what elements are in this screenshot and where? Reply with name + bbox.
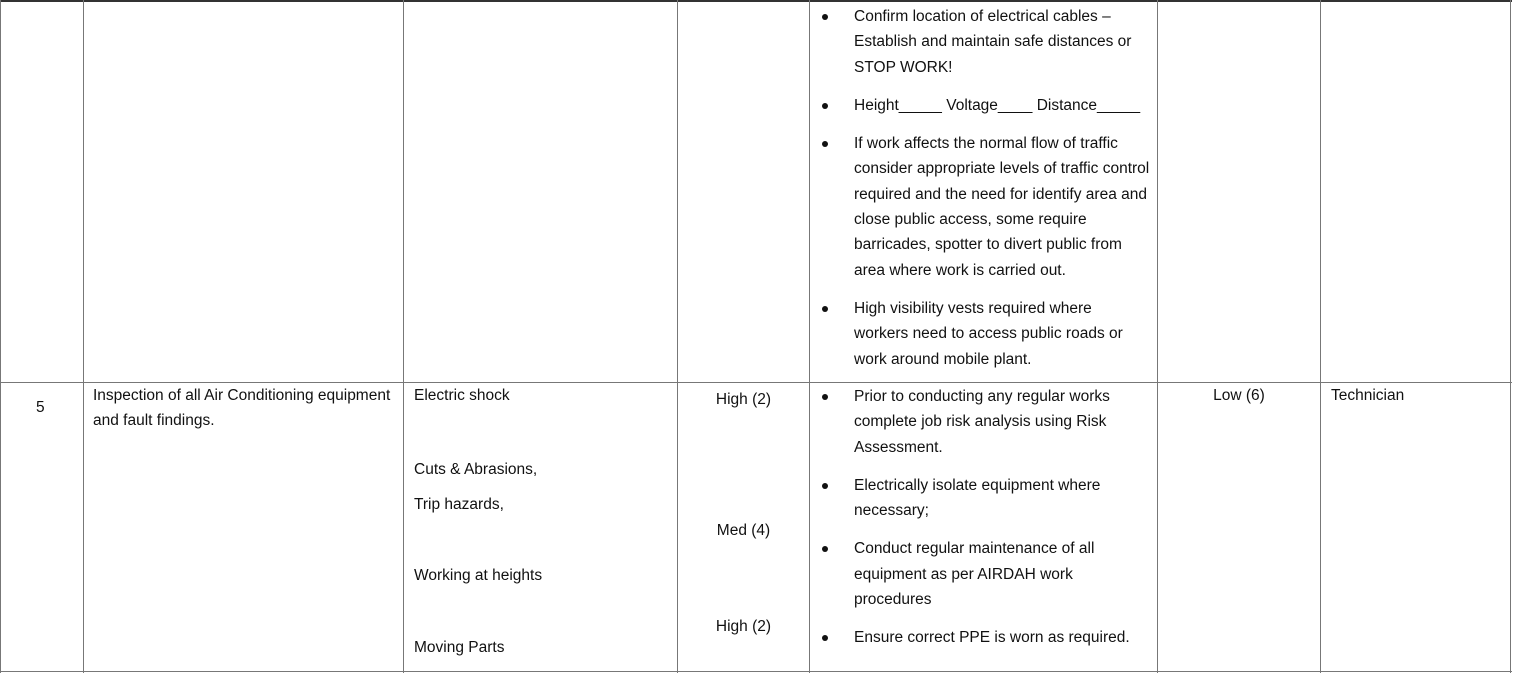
column-border xyxy=(1157,0,1158,673)
hazard-item: Cuts & Abrasions, xyxy=(414,461,538,478)
control-item: If work affects the normal flow of traffic consider appropriate levels of traffic control required and the need for identify area and close public access, some require barricades, spotter to divert public from area where work is carried out. xyxy=(810,131,1150,283)
column-border xyxy=(403,0,404,673)
hazard-item: Moving Parts xyxy=(414,639,505,656)
row-number: 5 xyxy=(36,399,45,416)
table-bottom-border xyxy=(0,671,1512,672)
risk-rating: High (2) xyxy=(715,618,772,635)
control-item: High visibility vests required where workers need to access public roads or work around mobile plant. xyxy=(810,296,1150,372)
control-item: Height_____ Voltage____ Distance_____ xyxy=(810,93,1150,118)
risk-rating: High (2) xyxy=(715,391,772,408)
task-description: Inspection of all Air Conditioning equipment and fault findings. xyxy=(93,387,391,429)
hazard-item: Trip hazards, xyxy=(414,496,504,513)
column-border xyxy=(1510,0,1511,673)
risk-rating: Med (4) xyxy=(716,522,771,539)
control-item: Confirm location of electrical cables – Establish and maintain safe distances or STOP WORK! xyxy=(810,4,1150,80)
column-border xyxy=(83,0,84,673)
table-top-border xyxy=(0,0,1512,2)
responsible-person: Technician xyxy=(1331,387,1405,404)
continued-controls-list xyxy=(810,4,1150,385)
row5-controls-list xyxy=(810,384,1150,664)
column-border xyxy=(0,0,1,673)
hazard-item: Working at heights xyxy=(414,567,543,584)
column-border xyxy=(1320,0,1321,673)
hazard-item: Electric shock xyxy=(414,387,510,404)
control-item: Ensure correct PPE is worn as required. xyxy=(810,625,1150,650)
control-item: Prior to conducting any regular works complete job risk analysis using Risk Assessment. xyxy=(810,384,1150,460)
control-item: Conduct regular maintenance of all equipment as per AIRDAH work procedures xyxy=(810,536,1150,612)
residual-risk: Low (6) xyxy=(1213,387,1265,404)
control-item: Electrically isolate equipment where necessary; xyxy=(810,473,1150,524)
column-border xyxy=(677,0,678,673)
